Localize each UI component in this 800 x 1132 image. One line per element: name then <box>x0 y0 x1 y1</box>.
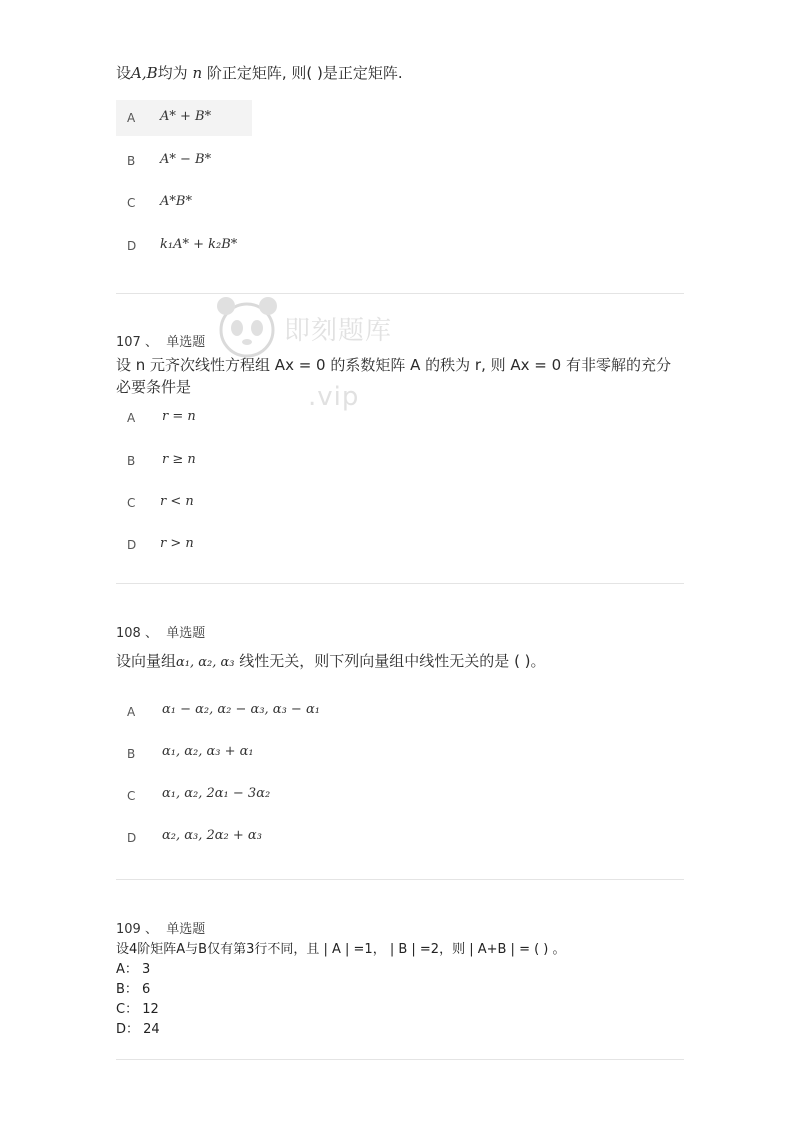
question-header <box>116 331 205 350</box>
stem-math: A,B <box>131 64 158 82</box>
stem-text: 阶正定矩阵, 则( )是正定矩阵. <box>206 64 403 82</box>
option-expression[interactable]: A* − B* <box>160 152 212 167</box>
option-letter: D <box>127 538 137 552</box>
option-letter: B <box>127 747 136 761</box>
option-expression[interactable]: k₁A* + k₂B* <box>160 237 238 252</box>
question-number: 108 、 <box>116 626 158 641</box>
option-letter: C <box>127 496 136 510</box>
option-text[interactable]: D： 24 <box>116 1022 160 1037</box>
option-text[interactable]: B： 6 <box>116 982 151 997</box>
stem-text: 线性无关，则下列向量组中线性无关的是 ( )。 <box>239 652 546 670</box>
question-number: 107 、 <box>116 335 158 350</box>
option-expression[interactable]: α₂, α₃, 2α₂ + α₃ <box>162 828 262 843</box>
question-type: 单选题 <box>166 335 206 350</box>
option-expression[interactable]: α₁ − α₂, α₂ − α₃, α₃ − α₁ <box>162 702 320 717</box>
option-expression[interactable]: r = n <box>162 409 196 424</box>
option-letter: C <box>127 196 136 210</box>
divider <box>116 583 684 584</box>
question-header <box>116 918 205 937</box>
option-letter: D <box>127 831 137 845</box>
option-letter: B <box>127 454 136 468</box>
option-expression[interactable]: A*B* <box>160 194 192 209</box>
question-stem: 设 n 元齐次线性方程组 Ax = 0 的系数矩阵 A 的秩为 r, 则 Ax = 0 有非零解的充分 <box>116 356 671 374</box>
option-letter: A <box>127 111 136 125</box>
question-stem: 设4阶矩阵A与B仅有第3行不同，且 | A | =1， | B | =2，则 | A+B | = ( ) 。 <box>116 942 566 957</box>
option-letter: C <box>127 789 136 803</box>
question-type: 单选题 <box>166 626 206 641</box>
question-header <box>116 622 205 641</box>
stem-math: n <box>192 64 203 82</box>
option-text[interactable]: A： 3 <box>116 962 151 977</box>
watermark-text: .vip <box>308 382 360 412</box>
question-type: 单选题 <box>166 922 206 937</box>
option-letter: A <box>127 705 136 719</box>
stem-text: 设向量组 <box>116 652 177 670</box>
option-expression[interactable]: r ≥ n <box>162 452 196 467</box>
option-expression[interactable]: A* + B* <box>160 109 212 124</box>
watermark-text: 即刻题库 <box>284 316 393 346</box>
stem-text: 均为 <box>157 64 188 82</box>
option-letter: D <box>127 239 137 253</box>
option-expression[interactable]: r > n <box>160 536 194 551</box>
stem-text: 设 <box>116 64 132 82</box>
question-stem: 必要条件是 <box>116 378 192 396</box>
option-letter: B <box>127 154 136 168</box>
divider <box>116 879 684 880</box>
option-text[interactable]: C： 12 <box>116 1002 159 1017</box>
question-stem <box>116 650 546 674</box>
divider <box>116 1059 684 1060</box>
question-number: 109 、 <box>116 922 158 937</box>
option-expression[interactable]: r < n <box>160 494 194 509</box>
stem-math: α₁, α₂, α₃ <box>176 655 235 670</box>
option-expression[interactable]: α₁, α₂, α₃ + α₁ <box>162 744 254 759</box>
option-expression[interactable]: α₁, α₂, 2α₁ − 3α₂ <box>162 786 271 801</box>
option-letter: A <box>127 411 136 425</box>
question-stem <box>116 62 403 84</box>
